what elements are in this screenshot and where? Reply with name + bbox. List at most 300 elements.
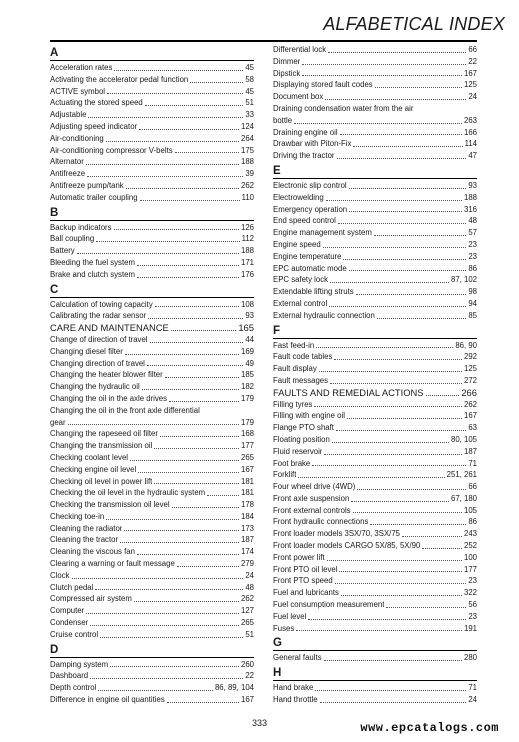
entry-page: 174	[240, 547, 254, 557]
entry-page: 173	[240, 523, 254, 533]
index-entry	[50, 381, 254, 393]
index-entry	[50, 222, 254, 234]
index-entry	[273, 263, 477, 275]
entry-page: 114	[464, 139, 477, 149]
entry-page: 176	[240, 269, 254, 279]
entry-page: 260	[240, 659, 254, 669]
dot-leader	[327, 560, 462, 561]
dot-leader	[148, 318, 243, 319]
entry-text: Cleaning the tractor	[50, 535, 119, 545]
entry-text: Change of direction of travel	[50, 334, 148, 344]
entry-text: Checking the oil level in the hydraulic system	[50, 488, 206, 498]
entry-text: Cleaning the viscous fan	[50, 547, 135, 557]
entry-page: 175	[240, 145, 254, 155]
entry-page: 58	[245, 74, 254, 84]
entry-text: Backup indicators	[50, 222, 112, 232]
dot-leader	[86, 164, 239, 165]
entry-text: Fast feed-in	[273, 340, 315, 350]
section-letter: B	[50, 204, 254, 221]
entry-text: Compressed air system	[50, 594, 132, 604]
index-section	[50, 44, 254, 204]
index-entry	[273, 575, 477, 587]
index-section	[273, 634, 477, 664]
entry-page: 191	[463, 623, 477, 633]
dot-leader	[332, 442, 449, 443]
dot-leader	[343, 259, 466, 260]
entry-page: 24	[468, 695, 477, 705]
index-entry	[273, 528, 477, 540]
dot-leader	[68, 424, 239, 425]
entry-page: 98	[468, 287, 477, 297]
entry-page: 184	[240, 511, 254, 521]
index-entry	[273, 516, 477, 528]
index-entry	[50, 369, 254, 381]
dot-leader	[87, 176, 243, 177]
dot-leader	[326, 200, 462, 201]
dot-leader	[142, 389, 239, 390]
index-entry	[273, 694, 477, 706]
dot-leader	[335, 583, 467, 584]
page-title: ALFABETICAL INDEX	[323, 14, 505, 34]
entry-text: Cruise control	[50, 629, 99, 639]
index-section	[273, 44, 477, 162]
entry-text: Fuses	[273, 623, 295, 633]
entry-text: Fuel consumption measurement	[273, 600, 385, 610]
entry-page: 47	[468, 151, 477, 161]
entry-text: Changing the oil in the front axle differential	[50, 405, 200, 415]
dot-leader	[351, 501, 449, 502]
dot-leader	[426, 395, 460, 396]
entry-page: 85	[468, 310, 477, 320]
entry-page: 177	[463, 564, 477, 574]
index-entry	[50, 62, 254, 74]
entry-page: 280	[463, 653, 477, 663]
dot-leader	[172, 507, 239, 508]
section-letter: F	[273, 322, 477, 339]
index-entry	[273, 150, 477, 162]
entry-page: 178	[240, 500, 254, 510]
index-entry	[50, 299, 254, 311]
entry-page: 188	[463, 192, 477, 202]
entry-text: Dimmer	[273, 56, 301, 66]
index-entry	[273, 192, 477, 204]
entry-page: 252	[463, 541, 477, 551]
dot-leader	[95, 589, 243, 590]
dot-leader	[207, 495, 239, 496]
dot-leader	[323, 247, 467, 248]
index-entry	[273, 91, 477, 103]
entry-page: 265	[240, 618, 254, 628]
entry-text: Changing the transmission oil	[50, 441, 153, 451]
dot-leader	[356, 294, 467, 295]
dot-leader	[98, 690, 213, 691]
entry-text: Draining condensation water from the air	[273, 103, 414, 113]
index-entry	[273, 138, 477, 150]
entry-page: 167	[240, 695, 254, 705]
entry-text: Engine speed	[273, 239, 321, 249]
index-entry	[273, 363, 477, 375]
index-entry	[50, 358, 254, 370]
entry-page: 125	[463, 80, 477, 90]
dot-leader	[422, 548, 462, 549]
index-entry	[50, 659, 254, 671]
dot-leader	[145, 105, 244, 106]
entry-text: Filling tyres	[273, 399, 313, 409]
index-entry	[273, 682, 477, 694]
index-entry	[50, 570, 254, 582]
dot-leader	[338, 223, 466, 224]
entry-text: Document box	[273, 92, 324, 102]
entry-text: End speed control	[273, 216, 336, 226]
index-entry	[50, 97, 254, 109]
dot-leader	[125, 354, 239, 355]
dot-leader	[175, 152, 239, 153]
dot-leader	[140, 200, 240, 201]
dot-leader	[294, 123, 462, 124]
dot-leader	[339, 571, 462, 572]
dot-leader	[340, 134, 462, 135]
entry-line	[273, 115, 477, 127]
entry-text: Emergency operation	[273, 204, 348, 214]
dot-leader	[90, 625, 239, 626]
index-entry	[273, 493, 477, 505]
dot-leader	[107, 93, 243, 94]
entry-page: 86	[468, 517, 477, 527]
entry-page: 80, 105	[450, 434, 477, 444]
dot-leader	[96, 241, 239, 242]
entry-page: 71	[468, 458, 477, 468]
entry-page: 48	[245, 582, 254, 592]
index-entry	[50, 393, 254, 405]
entry-page: 272	[463, 375, 477, 385]
entry-page: 177	[240, 441, 254, 451]
entry-text: Front power lift	[273, 552, 325, 562]
dot-leader	[190, 82, 243, 83]
entry-page: 23	[468, 576, 477, 586]
dot-leader	[347, 418, 462, 419]
entry-text: Dipstick	[273, 68, 301, 78]
entry-page: 86	[468, 263, 477, 273]
dot-leader	[377, 318, 466, 319]
dot-leader	[324, 454, 462, 455]
entry-text: Fault code tables	[273, 352, 333, 362]
dot-leader	[386, 607, 466, 608]
index-entry	[50, 269, 254, 281]
index-section	[273, 322, 477, 635]
entry-text: Clearing a warning or fault message	[50, 559, 175, 569]
entry-text: Depth control	[50, 683, 97, 693]
index-entry	[273, 298, 477, 310]
entry-page: 105	[463, 505, 477, 515]
entry-page: 110	[241, 192, 254, 202]
entry-page: 167	[463, 411, 477, 421]
index-section	[273, 664, 477, 706]
dot-leader	[100, 637, 243, 638]
index-entry	[273, 540, 477, 552]
entry-text: Drawbar with Piton-Fix	[273, 139, 352, 149]
dot-leader	[314, 406, 462, 407]
index-entry	[50, 670, 254, 682]
dot-leader	[302, 64, 466, 65]
entry-text: Displaying stored fault codes	[273, 80, 373, 90]
entry-page: 24	[245, 570, 254, 580]
entry-page: 167	[463, 68, 477, 78]
index-entry	[273, 310, 477, 322]
entry-page: 165	[238, 322, 254, 334]
dot-leader	[330, 282, 449, 283]
entry-page: 292	[463, 352, 477, 362]
dot-leader	[147, 365, 243, 366]
index-entry	[273, 505, 477, 517]
dot-leader	[90, 678, 243, 679]
dot-leader	[336, 430, 466, 431]
entry-page: 23	[468, 611, 477, 621]
entry-text: Changing the hydraulic oil	[50, 382, 140, 392]
section-letter: A	[50, 44, 254, 61]
index-entry	[50, 180, 254, 192]
dot-leader	[137, 554, 239, 555]
entry-text: Acceleration rates	[50, 63, 113, 72]
index-entry	[273, 469, 477, 481]
entry-page: 57	[468, 228, 477, 238]
index-column-right	[273, 44, 477, 706]
entry-page: 124	[240, 121, 254, 131]
index-entry	[50, 109, 254, 121]
entry-text: Forklift	[273, 470, 297, 480]
index-section	[50, 204, 254, 281]
entry-text: Checking engine oil level	[50, 464, 137, 474]
dot-leader	[353, 512, 462, 513]
entry-text: Front loader models 3SX/70, 3SX/75	[273, 529, 400, 539]
dot-leader	[302, 75, 462, 76]
entry-page: 66	[468, 482, 477, 492]
index-entry	[273, 180, 477, 192]
entry-page: 179	[240, 417, 254, 427]
index-entry	[50, 257, 254, 269]
entry-text: External hydraulic connection	[273, 310, 375, 320]
entry-text: Front PTO oil level	[273, 564, 338, 574]
entry-text: Extendable lifting struts	[273, 287, 354, 297]
entry-text: Front hydraulic connections	[273, 517, 369, 527]
entry-text: Air-conditioning	[50, 133, 104, 143]
index-entry	[50, 346, 254, 358]
dot-leader	[330, 383, 462, 384]
index-entry	[273, 103, 477, 127]
dot-leader	[137, 265, 239, 266]
entry-page: 87, 102	[450, 275, 477, 285]
section-letter: H	[273, 664, 477, 681]
index-entry	[273, 611, 477, 623]
index-entry	[273, 127, 477, 139]
entry-text: Filling with engine oil	[273, 411, 345, 421]
index-entry	[273, 410, 477, 422]
index-entry	[50, 487, 254, 499]
entry-page: 93	[468, 180, 477, 190]
dot-leader	[402, 536, 462, 537]
index-entry	[273, 623, 477, 635]
dot-leader	[88, 117, 243, 118]
entry-text: Clock	[50, 570, 70, 580]
index-entry	[273, 351, 477, 363]
dot-leader	[349, 211, 462, 212]
entry-page: 262	[463, 399, 477, 409]
entry-page: 67, 180	[450, 493, 477, 503]
entry-page: 22	[245, 671, 254, 681]
dot-leader	[134, 601, 239, 602]
entry-text: Clutch pedal	[50, 582, 94, 592]
dot-leader	[177, 566, 239, 567]
entry-page: 125	[463, 364, 477, 374]
dot-leader	[298, 477, 444, 478]
entry-text: ACTIVE symbol	[50, 86, 106, 96]
index-entry	[50, 629, 254, 641]
entry-text: Brake and clutch system	[50, 269, 135, 279]
entry-page: 93	[245, 311, 254, 321]
header-rule	[50, 40, 477, 42]
entry-page: 187	[240, 535, 254, 545]
entry-page: 179	[240, 393, 254, 403]
section-letter: C	[50, 281, 254, 298]
index-entry	[273, 239, 477, 251]
index-column-left	[50, 44, 254, 706]
entry-page: 56	[468, 600, 477, 610]
dot-leader	[325, 99, 466, 100]
index-entry	[273, 446, 477, 458]
index-section	[50, 281, 254, 641]
dot-leader	[106, 519, 239, 520]
index-entry	[50, 617, 254, 629]
entry-text: Fuel level	[273, 611, 307, 621]
entry-page: 44	[245, 334, 254, 344]
entry-text: Flange PTO shaft	[273, 423, 334, 433]
entry-text: Calibrating the radar sensor	[50, 311, 147, 321]
index-entry	[50, 593, 254, 605]
index-entry	[50, 476, 254, 488]
entry-page: 262	[240, 180, 254, 190]
index-entry	[50, 168, 254, 180]
entry-page: 45	[245, 86, 254, 96]
entry-text: Changing the heater blower filter	[50, 370, 163, 380]
index-entry	[273, 204, 477, 216]
entry-page: 322	[463, 588, 477, 598]
entry-text: Battery	[50, 246, 75, 256]
dot-leader	[320, 702, 467, 703]
entry-page: 171	[240, 257, 254, 267]
entry-page: 22	[468, 56, 477, 66]
index-entry	[273, 434, 477, 446]
entry-text: Calculation of towing capacity	[50, 299, 153, 309]
entry-page: 251, 261	[446, 470, 477, 480]
dot-leader	[165, 377, 239, 378]
dot-leader	[154, 483, 239, 484]
entry-page: 169	[240, 346, 254, 356]
entry-text: Changing direction of travel	[50, 358, 145, 368]
entry-page: 23	[468, 251, 477, 261]
entry-text: EPC safety lock	[273, 275, 329, 285]
entry-page: 63	[468, 423, 477, 433]
entry-text: Foot brake	[273, 458, 311, 468]
index-entry	[273, 552, 477, 564]
entry-page: 168	[240, 429, 254, 439]
entry-text: Fault display	[273, 364, 317, 374]
entry-text-continued: gear	[50, 417, 66, 427]
dot-leader	[357, 489, 466, 490]
dot-leader	[349, 188, 467, 189]
index-entry	[50, 523, 254, 535]
entry-page: 51	[245, 629, 254, 639]
entry-page: 166	[463, 127, 477, 137]
section-letter: G	[273, 634, 477, 651]
index-entry	[50, 464, 254, 476]
section-letter: E	[273, 162, 477, 179]
entry-text: Floating position	[273, 434, 330, 444]
index-entry	[50, 605, 254, 617]
dot-leader	[138, 472, 239, 473]
section-letter: D	[50, 641, 254, 658]
index-entry	[273, 68, 477, 80]
dot-leader	[316, 347, 453, 348]
entry-text: FAULTS AND REMEDIAL ACTIONS	[273, 386, 424, 398]
entry-text: Checking oil level in power lift	[50, 476, 153, 486]
dot-leader	[324, 660, 462, 661]
entry-text: Computer	[50, 606, 85, 616]
index-entry	[273, 652, 477, 664]
index-entry	[50, 558, 254, 570]
entry-text: General faults	[273, 653, 322, 663]
entry-text: Hand throttle	[273, 695, 318, 705]
index-entry	[50, 440, 254, 452]
entry-text: Changing the rapeseed oil filter	[50, 429, 158, 439]
dot-leader	[296, 630, 462, 631]
page-number: 333	[252, 718, 268, 728]
entry-text: Engine temperature	[273, 251, 342, 261]
index-entry	[50, 682, 254, 694]
entry-text: Front axle suspension	[273, 493, 350, 503]
entry-text: Front loader models CARGO 5X/85, 5X/90	[273, 541, 421, 551]
index-entry	[50, 428, 254, 440]
dot-leader	[308, 619, 466, 620]
dot-leader	[106, 141, 239, 142]
index-entry	[50, 405, 254, 429]
index-entry	[50, 511, 254, 523]
entry-text: Checking coolant level	[50, 452, 129, 462]
entry-page: 49	[245, 358, 254, 368]
entry-text: Actuating the stored speed	[50, 98, 143, 108]
index-entry	[273, 44, 477, 56]
dot-leader	[353, 146, 462, 147]
index-entry	[50, 546, 254, 558]
dot-leader	[337, 158, 467, 159]
entry-text: Ball coupling	[50, 234, 95, 244]
index-entry	[50, 310, 254, 322]
dot-leader	[328, 52, 466, 53]
entry-page: 45	[245, 63, 254, 72]
entry-text: Hand brake	[273, 683, 314, 693]
index-entry	[273, 458, 477, 470]
dot-leader	[154, 448, 239, 449]
dot-leader	[155, 306, 239, 307]
index-entry	[50, 245, 254, 257]
index-entry	[50, 334, 254, 346]
index-entry	[273, 251, 477, 263]
index-entry	[273, 340, 477, 352]
dot-leader	[77, 253, 239, 254]
index-entry	[50, 452, 254, 464]
dot-leader	[329, 306, 466, 307]
entry-text: Adjusting speed indicator	[50, 121, 138, 131]
entry-text: Alternator	[50, 157, 84, 167]
entry-text: Dashboard	[50, 671, 89, 681]
